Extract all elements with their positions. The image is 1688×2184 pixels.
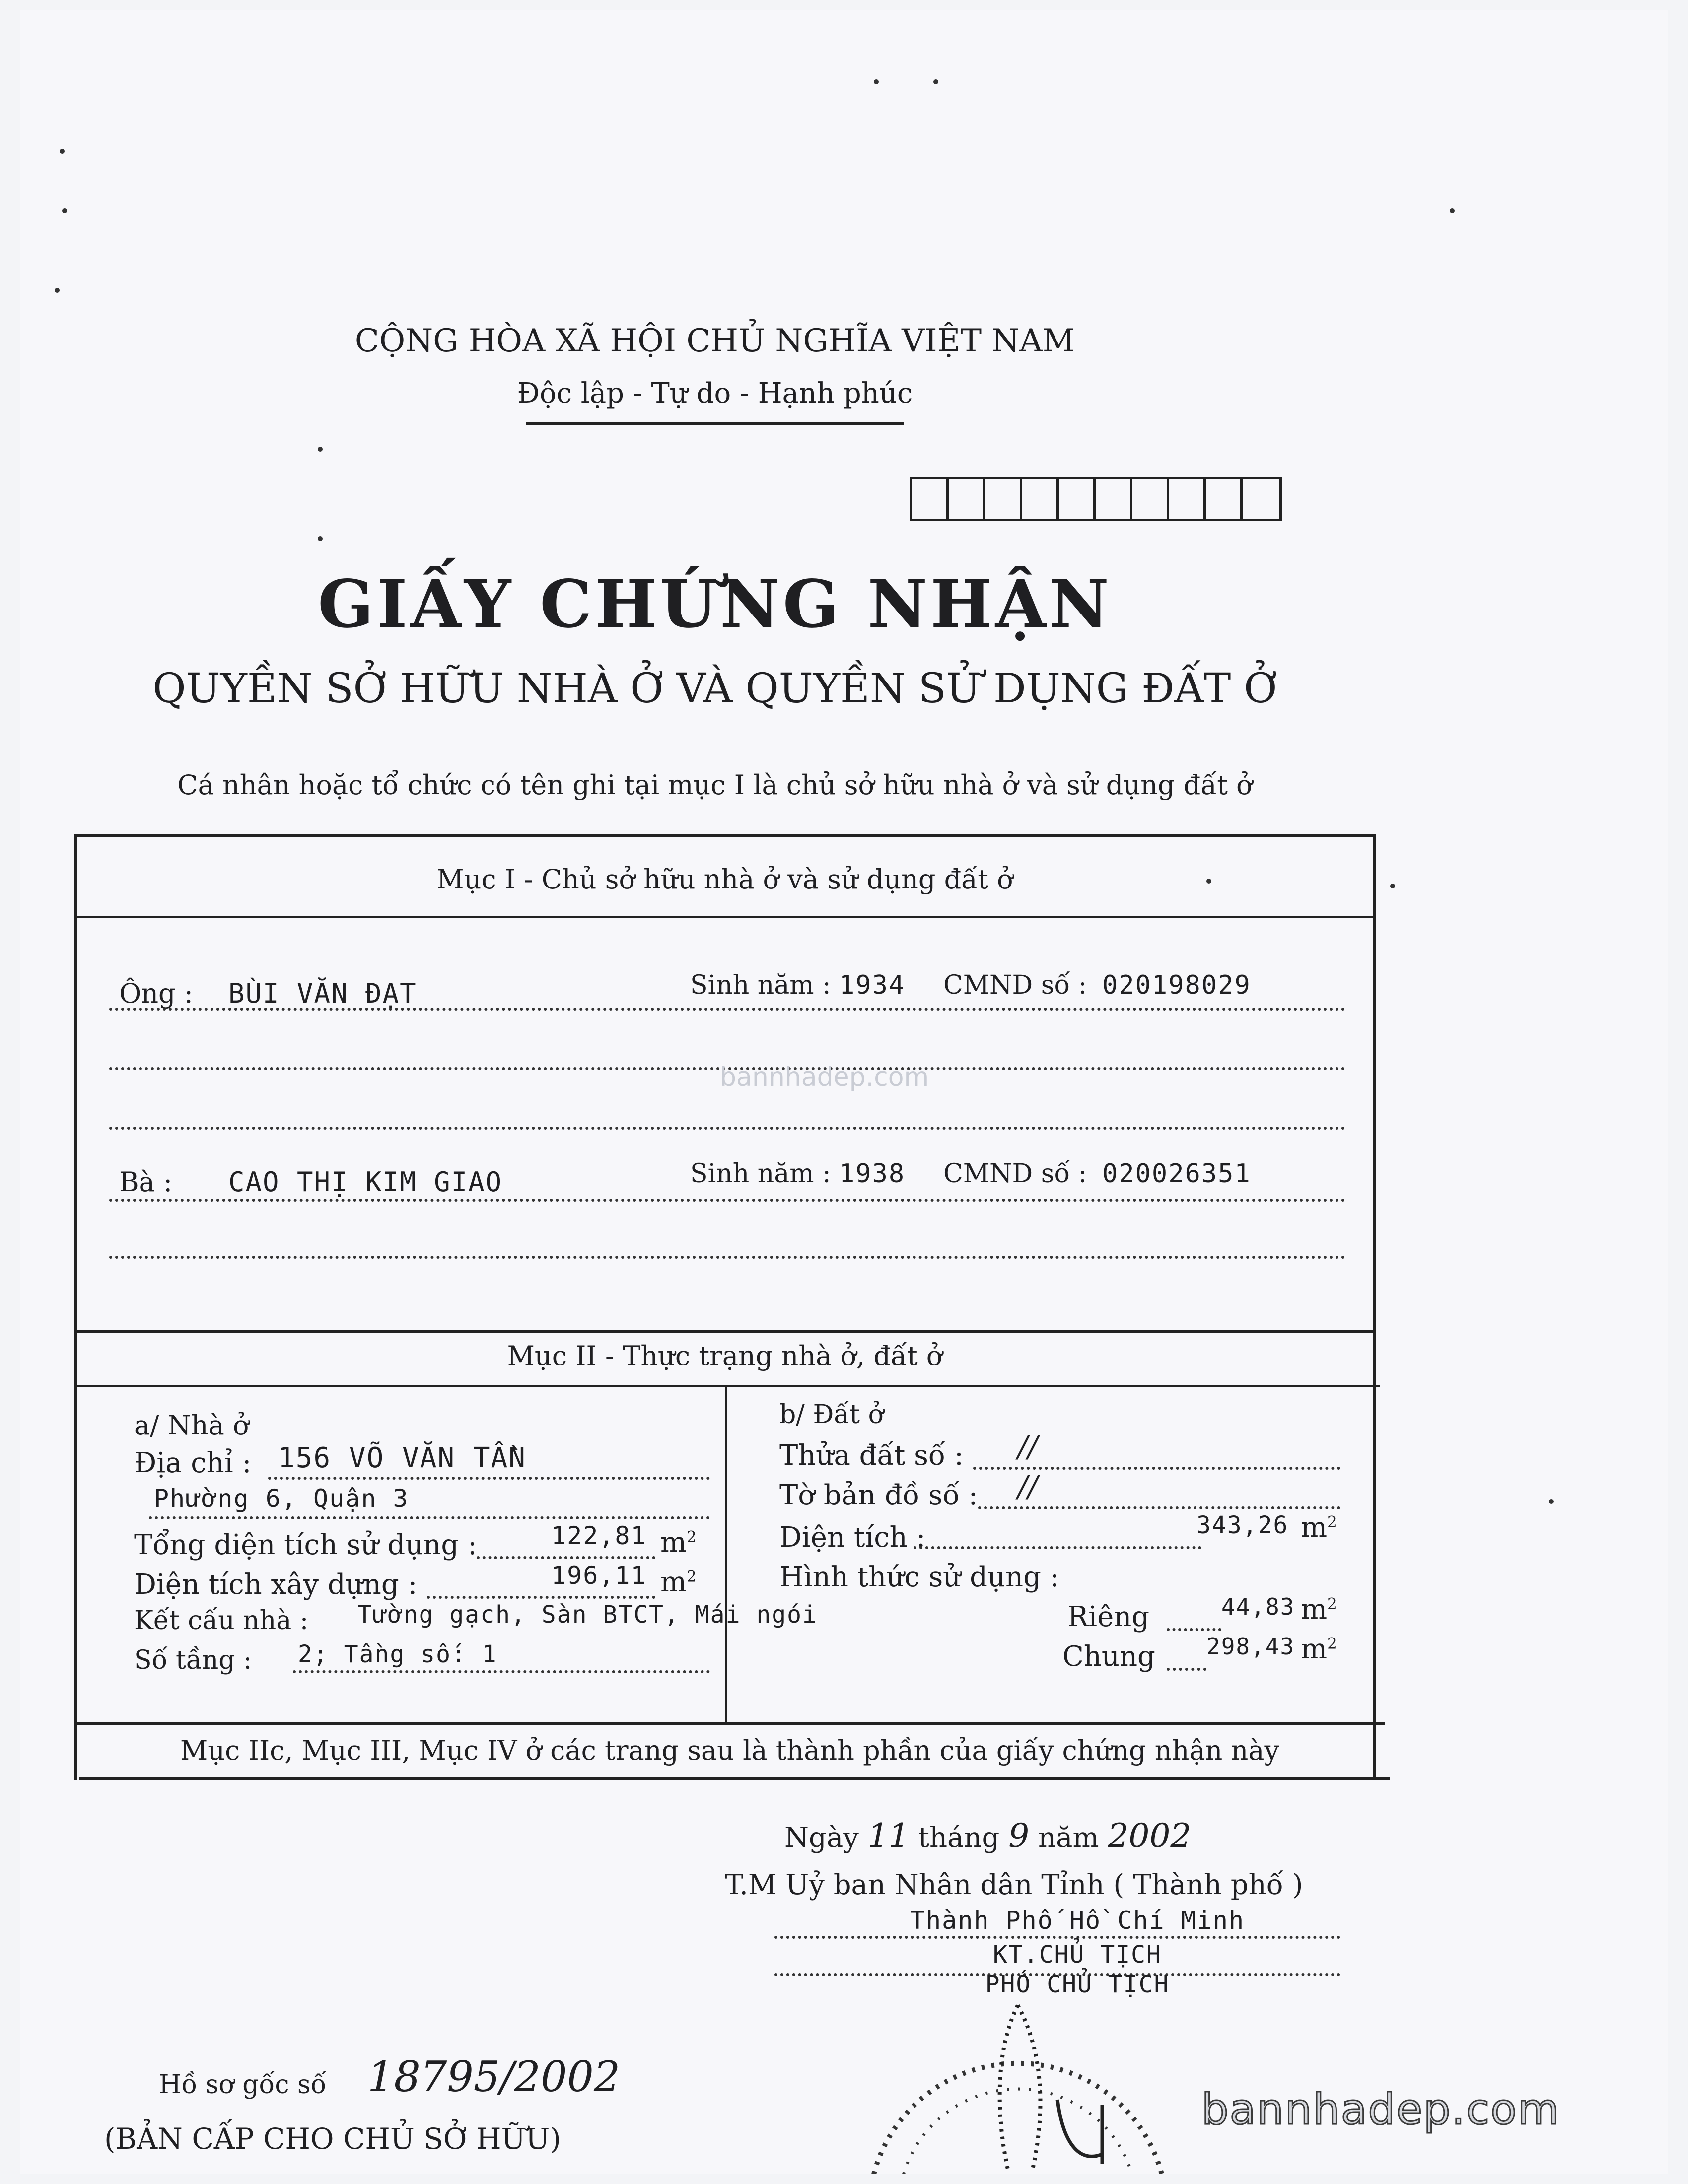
common-use-unit: $m^2$ [1301, 1633, 1337, 1665]
dotted-line [914, 1546, 1201, 1549]
section2-heading-border [74, 1385, 1380, 1387]
signer-role-2: PHÓ CHỦ TỊCH [985, 1971, 1170, 1998]
scan-speck [60, 149, 65, 154]
watermark-corner: bannhadep.com [1201, 2085, 1560, 2134]
owner1-id-label: CMND số : [943, 970, 1087, 1000]
date-month-label: tháng [918, 1822, 1000, 1854]
scan-speck [1450, 208, 1455, 213]
owner2-birth-label: Sinh năm : [690, 1159, 831, 1189]
table-right-border [1373, 834, 1376, 1780]
dotted-line [978, 1506, 1340, 1509]
total-area-unit: $m^2$ [660, 1526, 697, 1559]
section2-bottom-border [74, 1722, 1385, 1725]
motto-underline [526, 422, 904, 425]
map-sheet-label: Tờ bản đồ số : [779, 1479, 978, 1511]
parcel-value: // [1018, 1430, 1038, 1464]
dotted-line [109, 1127, 1345, 1130]
built-area-label: Diện tích xây dựng : [134, 1569, 418, 1601]
map-sheet-value: // [1018, 1469, 1038, 1504]
certificate-title: GIẤY CHỨNG NHẬN [318, 566, 1112, 643]
serial-number-boxes [910, 477, 1282, 521]
common-use-value: 298,43 [1206, 1633, 1295, 1660]
total-area-value: 122,81 [551, 1521, 647, 1550]
structure-label: Kết cấu nhà : [134, 1606, 309, 1636]
signer-role-1: KT.CHỦ TỊCH [993, 1941, 1162, 1969]
land-area-label: Diện tích : [779, 1521, 926, 1554]
intro-text: Cá nhân hoặc tổ chức có tên ghi tại mục I là chủ sở hữu nhà ở và sử dụng đất ở [177, 769, 1253, 801]
private-use-label: Riêng [1067, 1601, 1150, 1633]
copy-note: (BẢN CẤP CHO CHỦ SỞ HỮU) [104, 2122, 561, 2156]
republic-header: CỘNG HÒA XÃ HỘI CHỦ NGHĨA VIỆT NAM [354, 323, 1075, 359]
owner2-id-label: CMND số : [943, 1159, 1087, 1189]
land-area-value: 343,26 [1196, 1511, 1289, 1539]
total-area-label: Tổng diện tích sử dụng : [134, 1529, 477, 1561]
watermark-center: bannhadep.com [720, 1062, 929, 1092]
date-year: 2002 [1108, 1817, 1192, 1855]
issuing-city: Thành Phố Hồ Chí Minh [910, 1906, 1245, 1935]
dotted-line [109, 1256, 1345, 1259]
section2-divider [725, 1387, 727, 1722]
structure-value: Tường gạch, Sàn BTCT, Mái ngói [357, 1601, 818, 1629]
dotted-line [149, 1516, 710, 1519]
table-top-border [74, 834, 1375, 837]
common-use-label: Chung [1062, 1640, 1155, 1673]
dotted-line [427, 1596, 655, 1599]
issuing-authority: T.M Uỷ ban Nhân dân Tỉnh ( Thành phố ) [725, 1869, 1303, 1901]
date-day-label: Ngày [784, 1822, 859, 1854]
private-use-value: 44,83 [1221, 1593, 1295, 1620]
land-area-unit: $m^2$ [1301, 1511, 1337, 1544]
dotted-line [774, 1936, 1340, 1939]
date-year-label: năm [1038, 1822, 1099, 1854]
built-area-unit: $m^2$ [660, 1566, 697, 1598]
address-line2: Phường 6, Quận 3 [154, 1484, 409, 1513]
dotted-line [268, 1477, 710, 1480]
scan-speck [933, 79, 938, 84]
dotted-line [1167, 1668, 1206, 1671]
footer-note: Mục IIc, Mục III, Mục IV ở các trang sau là thành phần của giấy chứng nhận này [180, 1735, 1279, 1766]
section1-heading-border [74, 916, 1375, 918]
section1-heading: Mục I - Chủ sở hữu nhà ở và sử dụng đất ở [436, 864, 1013, 895]
owner1-label: Ông : [119, 978, 193, 1009]
address-line1: 156 VÕ VĂN TẦN [278, 1442, 527, 1474]
table-bottom-border [79, 1777, 1390, 1780]
owner1-name: BÙI VĂN ĐẠT [228, 978, 417, 1009]
scan-speck [318, 447, 323, 452]
dotted-line [477, 1556, 655, 1559]
owner2-birth-year: 1938 [839, 1159, 906, 1189]
parcel-label: Thửa đất số : [779, 1439, 964, 1472]
scan-speck [1549, 1499, 1554, 1504]
scan-speck [1390, 884, 1395, 888]
address-label: Địa chỉ : [134, 1447, 252, 1479]
floors-value: 2; Tầng số: 1 [298, 1640, 497, 1668]
dotted-line [109, 1008, 1345, 1011]
scan-speck [318, 536, 323, 541]
official-seal-icon [844, 1976, 1192, 2174]
record-number: 18795/2002 [367, 2052, 621, 2101]
section2-heading: Mục II - Thực trạng nhà ở, đất ở [507, 1340, 943, 1371]
land-heading: b/ Đất ở [779, 1400, 884, 1430]
house-heading: a/ Nhà ở [134, 1410, 249, 1441]
floors-label: Số tầng : [134, 1645, 252, 1675]
scan-speck [874, 79, 879, 84]
owner1-id-number: 020198029 [1102, 970, 1251, 1000]
scan-speck [1206, 879, 1211, 884]
dotted-line [109, 1199, 1345, 1202]
owner1-birth-year: 1934 [839, 970, 906, 1000]
record-label: Hồ sơ gốc số [159, 2070, 327, 2100]
scan-speck [62, 208, 67, 213]
owner2-name: CAO THỊ KIM GIAO [228, 1166, 503, 1198]
motto: Độc lập - Tự do - Hạnh phúc [517, 377, 913, 410]
owner2-label: Bà : [119, 1166, 173, 1198]
certificate-page [20, 10, 1668, 2174]
owner1-birth-label: Sinh năm : [690, 970, 831, 1000]
table-left-border [74, 834, 77, 1780]
dotted-line [1167, 1628, 1221, 1631]
issue-date [784, 1817, 1191, 1855]
date-day: 11 [867, 1817, 910, 1855]
certificate-subtitle: QUYỀN SỞ HỮU NHÀ Ở VÀ QUYỀN SỬ DỤNG ĐẤT Ở [152, 665, 1277, 712]
private-use-unit: $m^2$ [1301, 1593, 1337, 1626]
section2-top-border [74, 1330, 1375, 1333]
usage-form-label: Hình thức sử dụng : [779, 1561, 1059, 1593]
date-month: 9 [1008, 1817, 1030, 1855]
scan-speck [55, 288, 60, 293]
owner2-id-number: 020026351 [1102, 1159, 1251, 1189]
built-area-value: 196,11 [551, 1561, 647, 1590]
dotted-line [293, 1670, 710, 1673]
